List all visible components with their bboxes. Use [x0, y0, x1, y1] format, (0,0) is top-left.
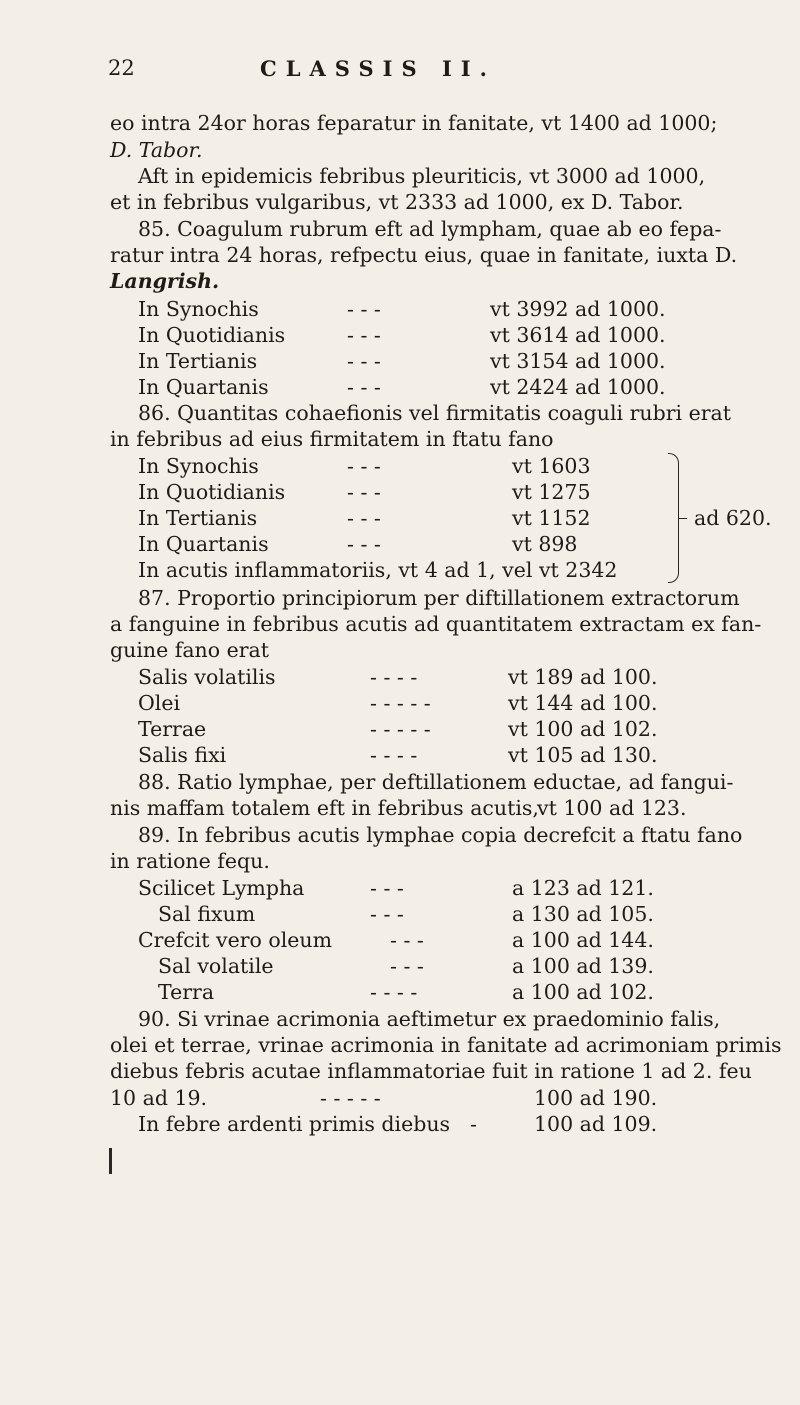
row-value: a 100 ad 144.: [512, 928, 654, 952]
paragraph-85: 85. Coagulum rubrum eft ad lympham, quae ab eo fepa-: [138, 217, 722, 241]
intro-line: et in febribus vulgaribus, vt 2333 ad 1000, ex D. Tabor.: [110, 190, 684, 214]
table-row: [0, 374, 800, 401]
row-value: vt 189 ad 100.: [508, 665, 658, 689]
row-label: In Quotidianis: [138, 323, 286, 347]
row-dots: - - -: [347, 480, 381, 504]
row-dots: - - -: [370, 876, 404, 900]
row-value: vt 3614 ad 1000.: [490, 323, 666, 347]
row-value: vt 100 ad 102.: [508, 717, 658, 741]
author-langrish: Langrish.: [110, 269, 220, 293]
row-dots: - - -: [370, 902, 404, 926]
paragraph-86: in febribus ad eius firmitatem in ftatu fano: [110, 427, 554, 451]
paragraph-87: 87. Proportio principiorum per diftillationem extractorum: [138, 586, 740, 610]
paragraph-89: in ratione fequ.: [110, 849, 270, 873]
paragraph-87: guine fano erat: [110, 638, 269, 662]
table-row: [0, 979, 800, 1006]
brace-value: ad 620.: [694, 506, 772, 530]
table-row: [0, 953, 800, 980]
row-label: Olei: [138, 691, 181, 715]
row-label: In Tertianis: [138, 349, 258, 373]
row-dots: - - -: [347, 532, 381, 556]
row-label: In Synochis: [138, 454, 259, 478]
table-row: [0, 1111, 800, 1138]
row-label: In febre ardenti primis diebus: [138, 1112, 451, 1136]
row-value: 100 ad 109.: [534, 1112, 658, 1136]
table-row: [0, 690, 800, 717]
row-value: vt 105 ad 130.: [508, 743, 658, 767]
row-label: In Tertianis: [138, 506, 258, 530]
table-row: [0, 927, 800, 954]
row-dots: - - - - -: [370, 691, 431, 715]
row-dots: - - -: [347, 323, 381, 347]
row-dots: - - - -: [370, 980, 418, 1004]
row-value: vt 2424 ad 1000.: [490, 375, 666, 399]
row-dots: - - -: [347, 375, 381, 399]
table-row: [0, 453, 800, 480]
table-row: [0, 742, 800, 769]
row-label: 10 ad 19.: [110, 1086, 208, 1110]
row-dots: -: [470, 1112, 477, 1136]
row-dots: - - -: [347, 297, 381, 321]
row-value: 100 ad 190.: [534, 1086, 658, 1110]
table-row: [0, 716, 800, 743]
paragraph-90: 90. Si vrinae acrimonia aeftimetur ex praedominio falis,: [138, 1007, 721, 1031]
row-dots: - - - - -: [370, 717, 431, 741]
page-number: 22: [108, 56, 135, 80]
row-value: a 100 ad 102.: [512, 980, 654, 1004]
paragraph-85: ratur intra 24 horas, refpectu eius, quae in fanitate, iuxta D.: [110, 243, 738, 267]
paragraph-90: olei et terrae, vrinae acrimonia in fanitate ad acrimoniam primis: [110, 1033, 782, 1057]
table-row: [0, 531, 800, 558]
row-value: vt 3154 ad 1000.: [490, 349, 666, 373]
paragraph-88-value: vt 100 ad 123.: [537, 796, 687, 820]
paragraph-86: 86. Quantitas cohaefionis vel firmitatis coaguli rubri erat: [138, 401, 731, 425]
row-label: Salis fixi: [138, 743, 227, 767]
table-row: [0, 1085, 800, 1112]
row-value: a 123 ad 121.: [512, 876, 654, 900]
table-row: [0, 296, 800, 323]
row-value: vt 1152: [512, 506, 591, 530]
row-value: a 100 ad 139.: [512, 954, 654, 978]
margin-mark: [109, 1148, 112, 1174]
running-title: CLASSIS II.: [260, 56, 496, 81]
paragraph-87: a fanguine in febribus acutis ad quantitatem extractam ex fan-: [110, 612, 762, 636]
row-value: a 130 ad 105.: [512, 902, 654, 926]
row-value: vt 1275: [512, 480, 591, 504]
row-label: In Quartanis: [138, 375, 269, 399]
row-dots: - - - -: [370, 665, 418, 689]
row-dots: - - -: [390, 954, 424, 978]
row-label: Sal fixum: [158, 902, 256, 926]
table-row: [0, 901, 800, 928]
intro-line: eo intra 24or horas feparatur in fanitate, vt 1400 ad 1000;: [110, 111, 718, 135]
row-value: vt 898: [512, 532, 578, 556]
row-dots: - - -: [347, 349, 381, 373]
row-label: Scilicet Lympha: [138, 876, 305, 900]
row-dots: - - - - -: [320, 1086, 381, 1110]
paragraph-89: 89. In febribus acutis lymphae copia decrefcit a ftatu fano: [138, 823, 743, 847]
row-label: Terra: [158, 980, 215, 1004]
brace: [668, 453, 679, 583]
table-row: [0, 322, 800, 349]
row-dots: - - -: [347, 506, 381, 530]
table-row: [0, 664, 800, 691]
brace-tip: [679, 518, 687, 519]
row-label: In Synochis: [138, 297, 259, 321]
paragraph-88: nis maffam totalem eft in febribus acutis,: [110, 796, 539, 820]
author-tabor: D. Tabor.: [110, 138, 203, 162]
row-label: Terrae: [138, 717, 207, 741]
row-value: vt 3992 ad 1000.: [490, 297, 666, 321]
row-label: Sal volatile: [158, 954, 274, 978]
table-row: [0, 875, 800, 902]
row-dots: - - - -: [370, 743, 418, 767]
paragraph-90: diebus febris acutae inflammatoriae fuit in ratione 1 ad 2. feu: [110, 1059, 752, 1083]
row-label: Crefcit vero oleum: [138, 928, 333, 952]
table-row-last: In acutis inflammatoriis, vt 4 ad 1, vel vt 2342: [138, 558, 618, 582]
intro-line: Aft in epidemicis febribus pleuriticis, vt 3000 ad 1000,: [138, 164, 706, 188]
row-dots: - - -: [347, 454, 381, 478]
row-value: vt 1603: [512, 454, 591, 478]
row-label: Salis volatilis: [138, 665, 276, 689]
table-row: [0, 479, 800, 506]
row-value: vt 144 ad 100.: [508, 691, 658, 715]
table-row: [0, 348, 800, 375]
row-dots: - - -: [390, 928, 424, 952]
paragraph-88: 88. Ratio lymphae, per deftillationem eductae, ad fangui-: [138, 770, 734, 794]
row-label: In Quartanis: [138, 532, 269, 556]
row-label: In Quotidianis: [138, 480, 286, 504]
